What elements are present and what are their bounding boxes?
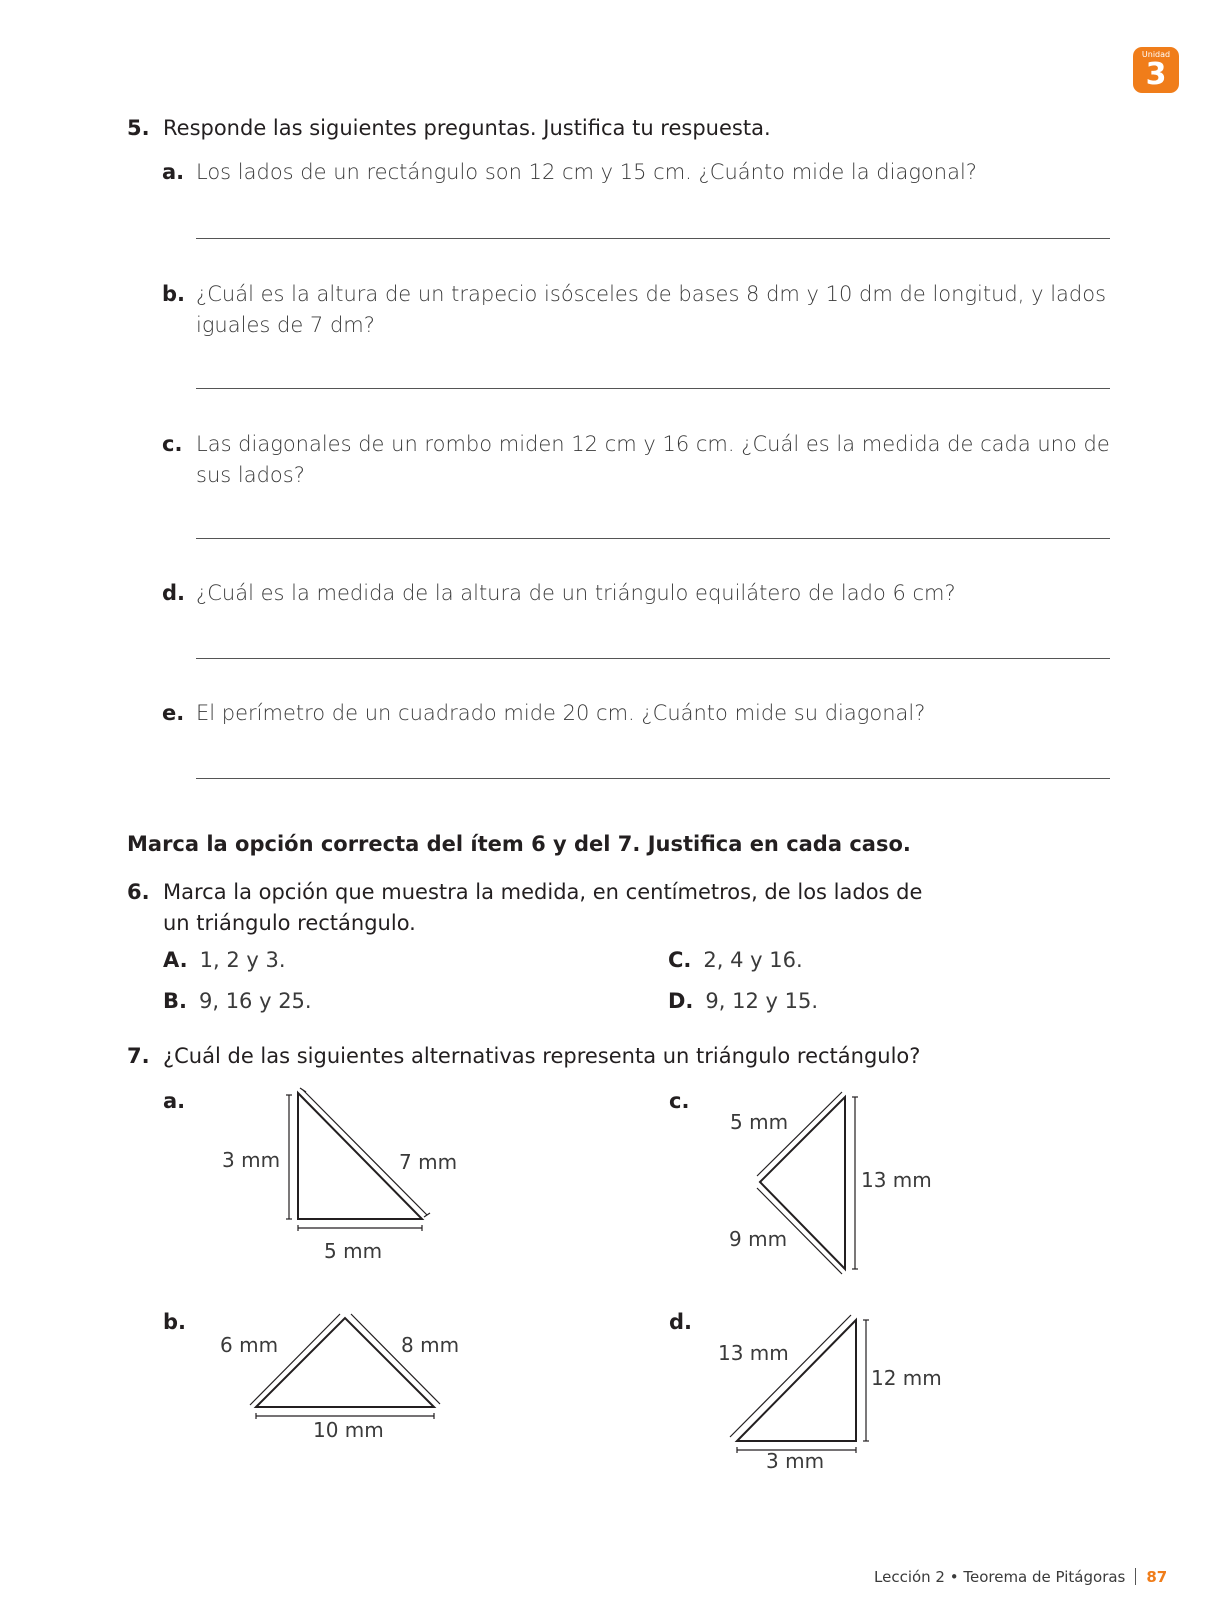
question-5c-text-line2: sus lados? xyxy=(196,463,305,487)
question-5a-letter: a. xyxy=(162,160,185,184)
figure-a-letter[interactable]: a. xyxy=(163,1089,186,1113)
question-5e-text: El perímetro de un cuadrado mide 20 cm. ¿Cuánto mide su diagonal? xyxy=(196,701,926,725)
figure-a-label-7mm: 7 mm xyxy=(399,1150,458,1174)
question-6-number: 6. xyxy=(127,880,150,904)
question-5d-text: ¿Cuál es la medida de la altura de un triángulo equilátero de lado 6 cm? xyxy=(196,581,956,605)
question-5-prompt: Responde las siguientes preguntas. Justifica tu respuesta. xyxy=(163,116,771,140)
option-6d-text: 9, 12 y 15. xyxy=(705,989,819,1013)
option-6c-text: 2, 4 y 16. xyxy=(703,948,803,972)
question-5b-letter: b. xyxy=(162,282,186,306)
option-6d-letter: D. xyxy=(668,989,694,1013)
figure-c-letter[interactable]: c. xyxy=(669,1089,690,1113)
question-5-number: 5. xyxy=(127,116,150,140)
page-number: 87 xyxy=(1146,1568,1168,1586)
page-footer xyxy=(874,1568,1167,1586)
figure-b-label-10mm: 10 mm xyxy=(313,1418,384,1442)
figure-d-letter[interactable]: d. xyxy=(669,1310,693,1334)
question-6-line2: un triángulo rectángulo. xyxy=(163,911,416,935)
figure-a-label-5mm: 5 mm xyxy=(324,1239,383,1263)
question-5a-text: Los lados de un rectángulo son 12 cm y 15 cm. ¿Cuánto mide la diagonal? xyxy=(196,160,977,184)
figure-b-label-6mm: 6 mm xyxy=(220,1333,279,1357)
option-6a-text: 1, 2 y 3. xyxy=(199,948,286,972)
figure-b-letter[interactable]: b. xyxy=(163,1310,187,1334)
figure-c-label-9mm: 9 mm xyxy=(729,1227,788,1251)
question-7-prompt: ¿Cuál de las siguientes alternativas representa un triángulo rectángulo? xyxy=(163,1044,921,1068)
question-5e-letter: e. xyxy=(162,701,185,725)
figure-d-label-12mm: 12 mm xyxy=(871,1366,942,1390)
figure-b-label-8mm: 8 mm xyxy=(401,1333,460,1357)
figure-a-label-3mm: 3 mm xyxy=(222,1148,281,1172)
footer-separator xyxy=(1135,1568,1136,1585)
figure-c-label-13mm: 13 mm xyxy=(861,1168,932,1192)
figure-c-label-5mm: 5 mm xyxy=(730,1110,789,1134)
figure-d-label-13mm: 13 mm xyxy=(718,1341,789,1365)
question-5d-letter: d. xyxy=(162,581,186,605)
question-6-text-line1: Marca la opción que muestra la medida, en centímetros, de los lados de xyxy=(163,880,923,904)
section-instruction: Marca la opción correcta del ítem 6 y del 7. Justifica en cada caso. xyxy=(127,832,911,856)
option-6b-text: 9, 16 y 25. xyxy=(198,989,312,1013)
figure-d-label-3mm: 3 mm xyxy=(766,1449,825,1473)
triangle-b xyxy=(250,1314,440,1419)
question-5b-text-line1: ¿Cuál es la altura de un trapecio isósceles de bases 8 dm y 10 dm de longitud, y lados xyxy=(196,282,1107,306)
question-5c-text-line1: Las diagonales de un rombo miden 12 cm y 16 cm. ¿Cuál es la medida de cada uno de xyxy=(196,432,1110,456)
unit-badge-number: 3 xyxy=(1145,57,1167,92)
footer-lesson: Lección 2 • Teorema de Pitágoras xyxy=(874,1568,1126,1586)
triangle-d xyxy=(730,1315,869,1453)
question-5c-letter: c. xyxy=(162,432,183,456)
option-6a-letter: A. xyxy=(163,948,188,972)
option-6b-letter: B. xyxy=(163,989,187,1013)
unit-badge-label: Unidad xyxy=(1141,50,1171,59)
option-6c-letter: C. xyxy=(668,948,692,972)
question-7-number: 7. xyxy=(127,1044,150,1068)
question-5b-text-line2: iguales de 7 dm? xyxy=(196,313,375,337)
